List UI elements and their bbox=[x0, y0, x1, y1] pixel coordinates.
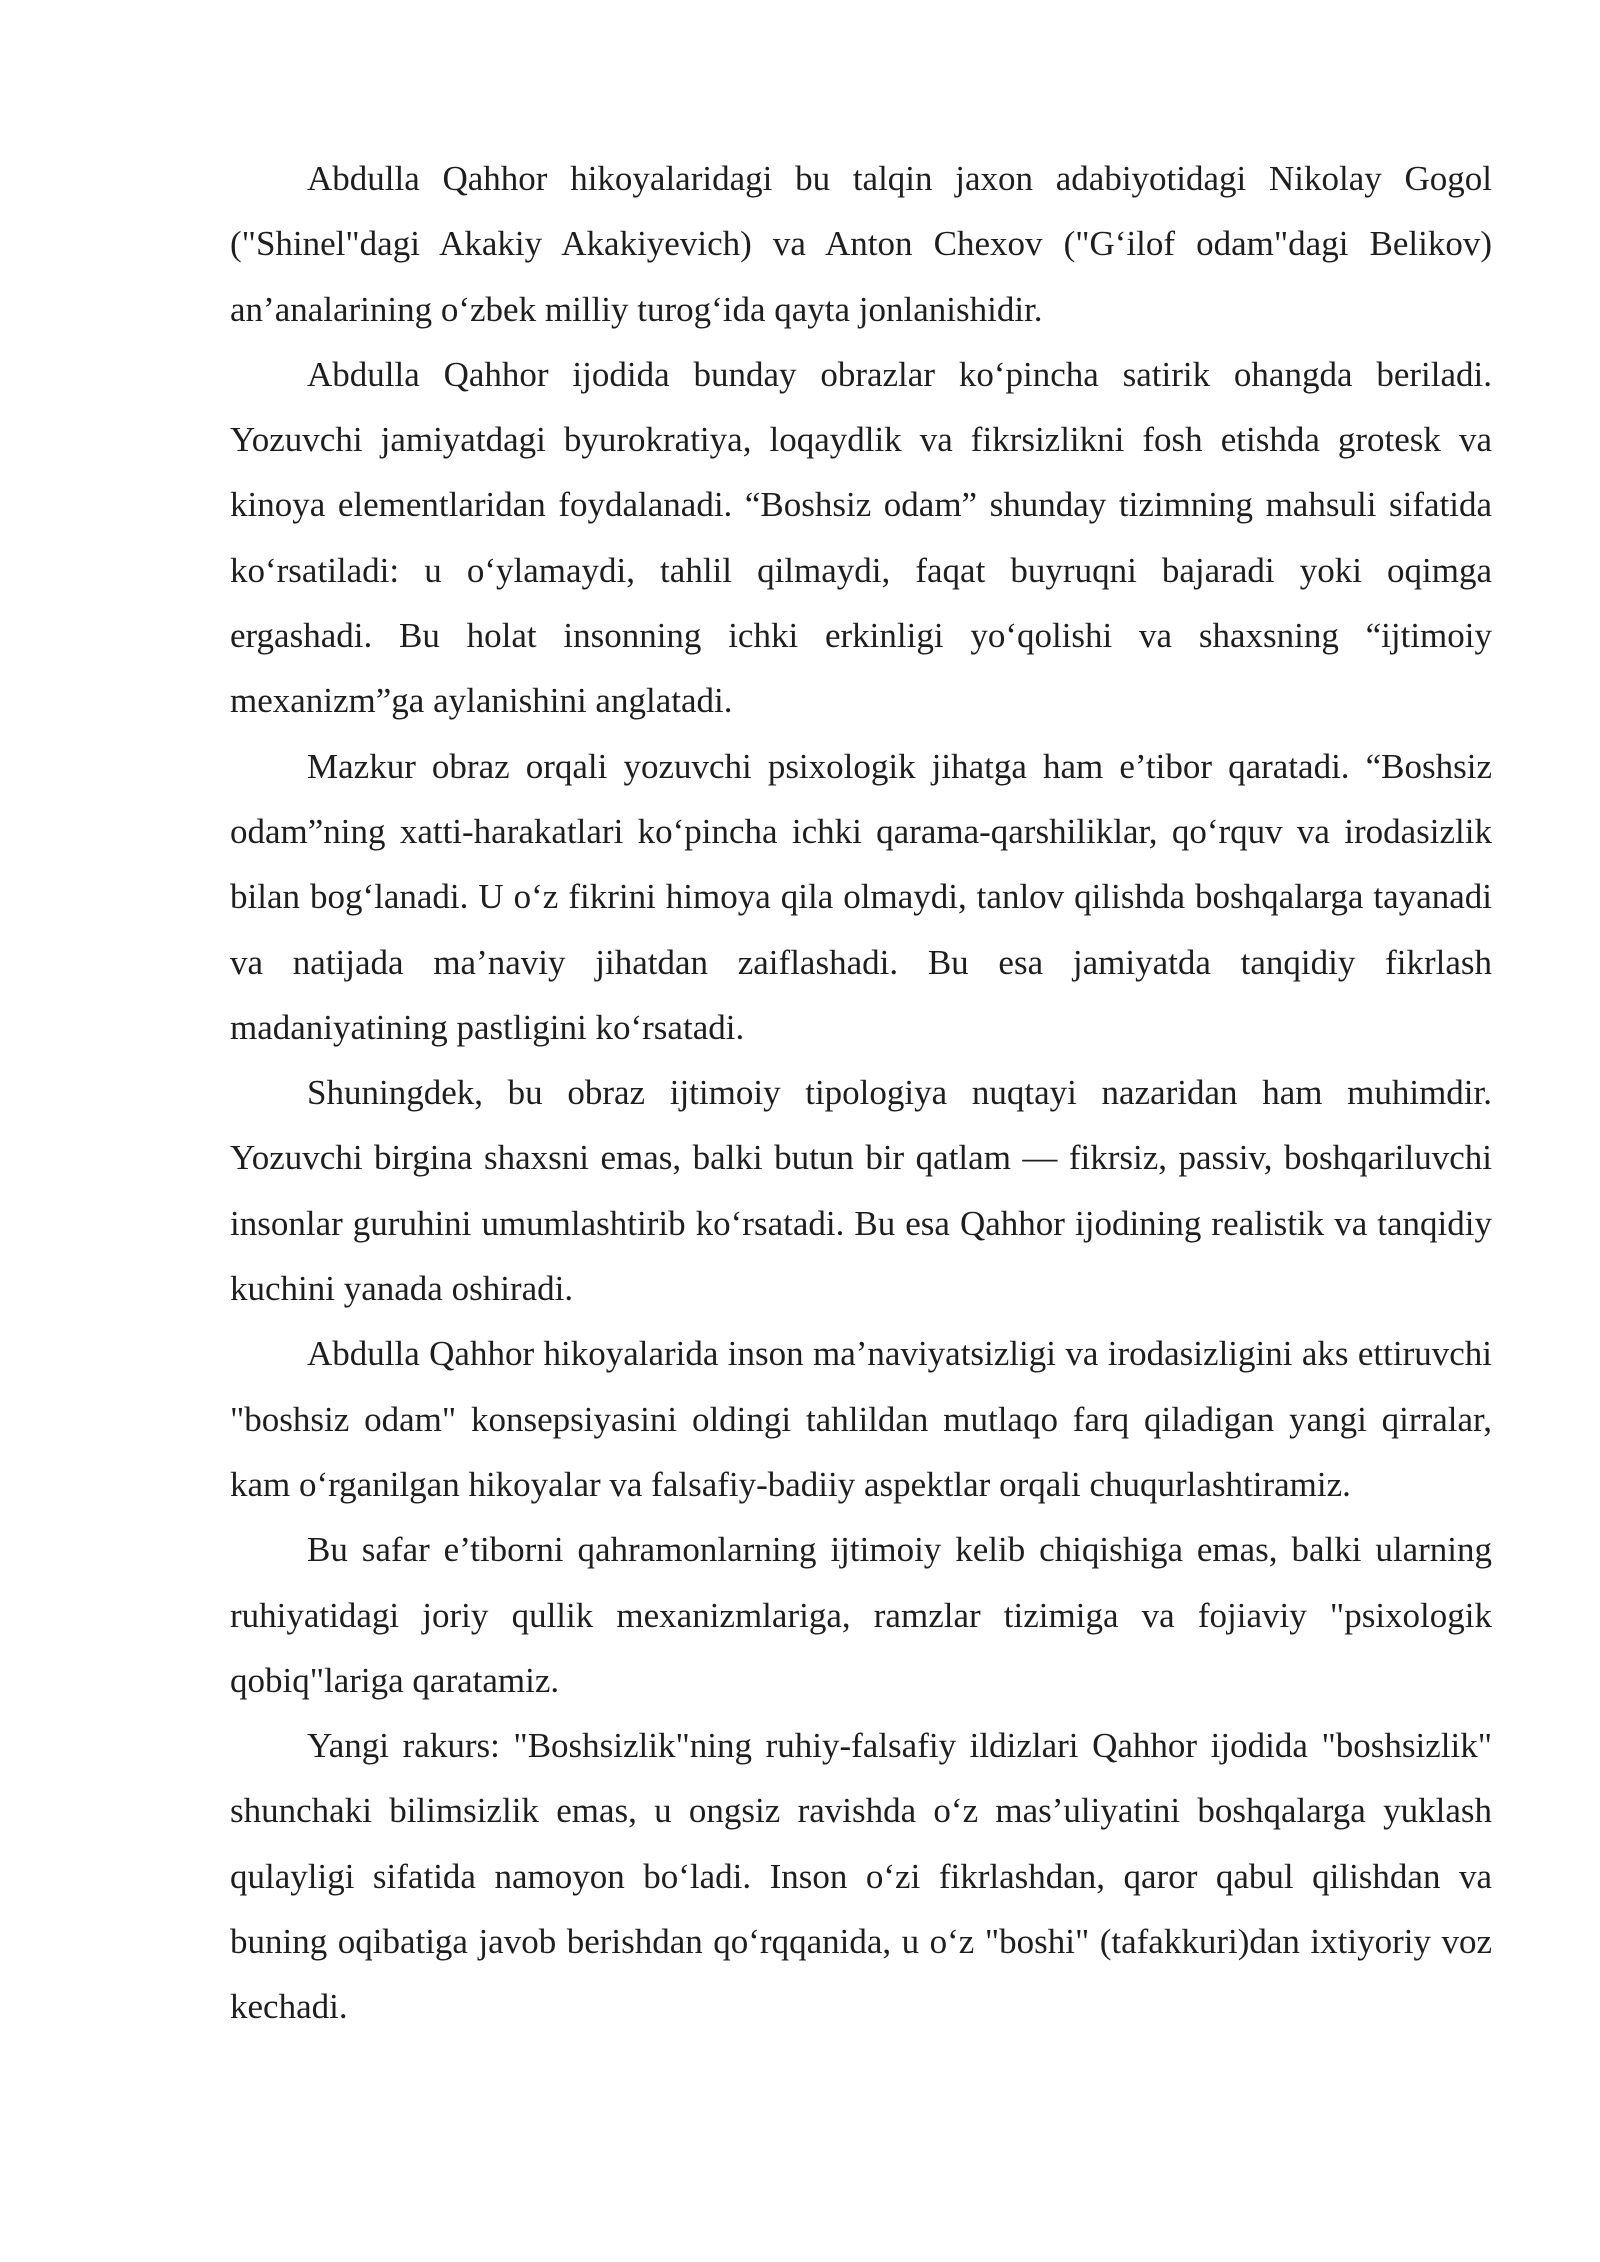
paragraph-2: Abdulla Qahhor ijodida bunday obrazlar ko‘pincha satirik ohangda beriladi. Yozuvchi jamiyatdagi byurokratiya, loqaydlik va fikrsizlikni fosh etishda grotesk va kinoya elementlaridan foydalanadi. “Boshsiz odam” shunday tizimning mahsuli sifatida ko‘rsatiladi: u o‘ylamaydi, tahlil qilmaydi, faqat buyruqni bajaradi yoki oqimga ergashadi. Bu holat insonning ichki erkinligi yo‘qolishi va shaxsning “ijtimoiy mexanizm”ga aylanishini anglatadi. bbox=[230, 354, 1492, 721]
paragraph-7: Yangi rakurs: "Boshsizlik"ning ruhiy-falsafiy ildizlari Qahhor ijodida "boshsizlik" shunchaki bilimsizlik emas, u ongsiz ravishda o‘z mas’uliyatini boshqalarga yuklash qulayligi sifatida namoyon bo‘ladi. Inson o‘zi fikrlashdan, qaror qabul qilishdan va buning oqibatiga javob berishdan qo‘rqqanida, u o‘z "boshi" (tafakkuri)dan ixtiyoriy voz kechadi. bbox=[230, 1726, 1492, 2027]
document-page bbox=[230, 146, 1492, 2040]
paragraph-4: Shuningdek, bu obraz ijtimoiy tipologiya nuqtayi nazaridan ham muhimdir. Yozuvchi birgina shaxsni emas, balki butun bir qatlam — fikrsiz, passiv, boshqariluvchi insonlar guruhini umumlashtirib ko‘rsatadi. Bu esa Qahhor ijodining realistik va tanqidiy kuchini yanada oshiradi. bbox=[230, 1073, 1492, 1309]
paragraph-5: Abdulla Qahhor hikoyalarida inson ma’naviyatsizligi va irodasizligini aks ettiruvchi "boshsiz odam" konsepsiyasini oldingi tahlildan mutlaqo farq qiladigan yangi qirralar, kam o‘rganilgan hikoyalar va falsafiy-badiiy aspektlar orqali chuqurlashtiramiz. bbox=[230, 1334, 1492, 1504]
paragraph-1: Abdulla Qahhor hikoyalaridagi bu talqin jaxon adabiyotidagi Nikolay Gogol ("Shinel"dagi Akakiy Akakiyevich) va Anton Chexov ("G‘ilof odam"dagi Belikov) an’analarining o‘zbek milliy turog‘ida qayta jonlanishidir. bbox=[230, 159, 1492, 329]
paragraph-3: Mazkur obraz orqali yozuvchi psixologik jihatga ham e’tibor qaratadi. “Boshsiz odam”ning xatti-harakatlari ko‘pincha ichki qarama-qarshiliklar, qo‘rquv va irodasizlik bilan bog‘lanadi. U o‘z fikrini himoya qila olmaydi, tanlov qilishda boshqalarga tayanadi va natijada ma’naviy jihatdan zaiflashadi. Bu esa jamiyatda tanqidiy fikrlash madaniyatining pastligini ko‘rsatadi. bbox=[230, 746, 1492, 1047]
paragraph-6: Bu safar e’tiborni qahramonlarning ijtimoiy kelib chiqishiga emas, balki ularning ruhiyatidagi joriy qullik mexanizmlariga, ramzlar tizimiga va fojiaviy "psixologik qobiq"lariga qaratamiz. bbox=[230, 1530, 1492, 1700]
